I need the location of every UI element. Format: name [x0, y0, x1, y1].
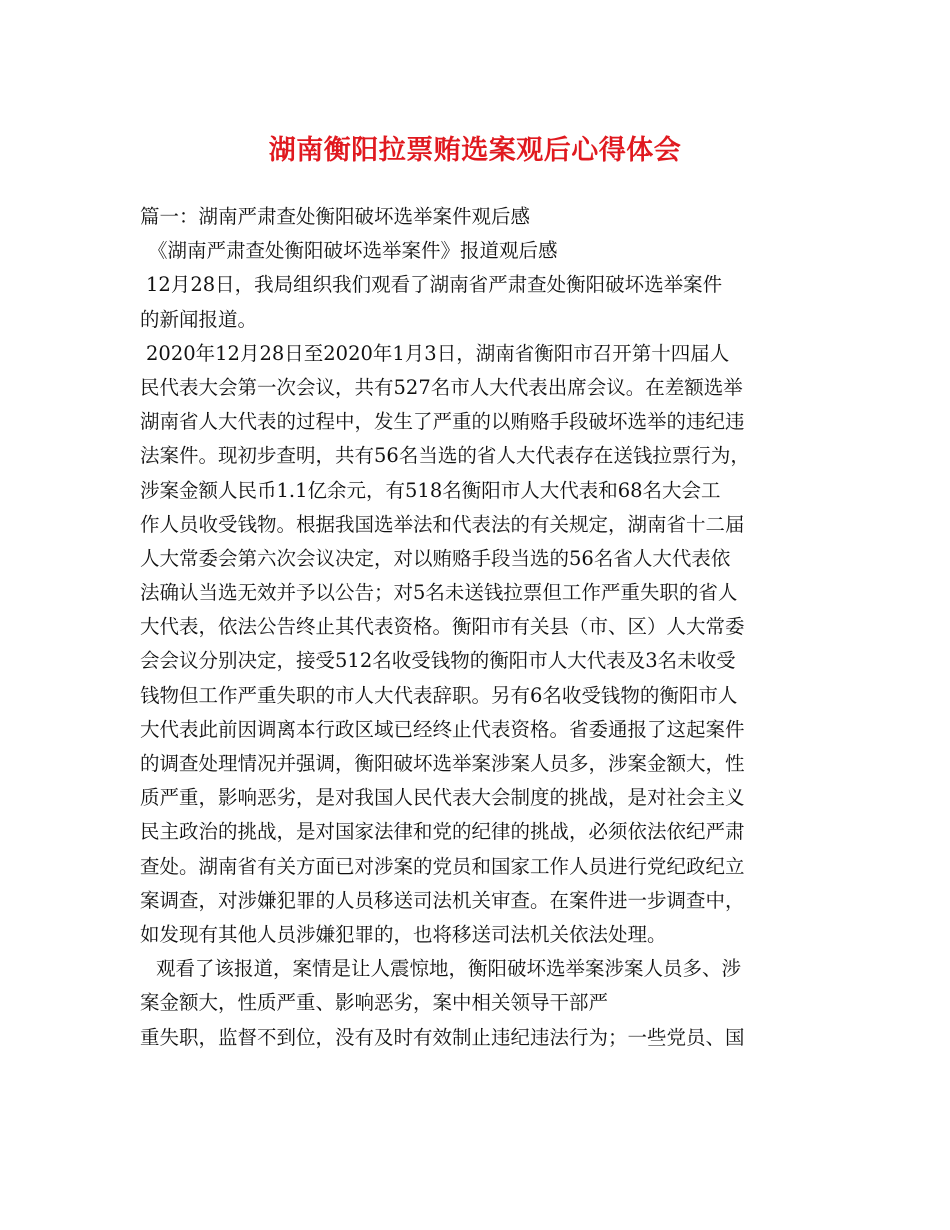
paragraph-line: 重失职，监督不到位，没有及时有效制止违纪违法行为；一些党员、国 — [140, 1025, 745, 1049]
paragraph-line: 会会议分别决定，接受512名收受钱物的衡阳市人大代表及3名未收受 — [140, 649, 736, 673]
paragraph-line: 湖南省人大代表的过程中，发生了严重的以贿赂手段破坏选举的违纪违 — [140, 410, 745, 434]
paragraph-line: 法确认当选无效并予以公告；对5名未送钱拉票但工作严重失职的省人 — [140, 581, 738, 605]
paragraph-line: 的调查处理情况并强调，衡阳破坏选举案涉案人员多，涉案金额大，性 — [140, 752, 745, 775]
paragraph-line: 查处。湖南省有关方面已对涉案的党员和国家工作人员进行党纪政纪立 — [140, 854, 745, 878]
paragraph-line: 如发现有其他人员涉嫌犯罪的，也将移送司法机关依法处理。 — [140, 922, 667, 946]
paragraph-line: 作人员收受钱物。根据我国选举法和代表法的有关规定，湖南省十二届 — [140, 512, 745, 536]
paragraph-line: 民主政治的挑战，是对国家法律和党的纪律的挑战，必须依法依纪严肃 — [140, 820, 745, 844]
paragraph-line: 法案件。现初步查明，共有56名当选的省人大代表存在送钱拉票行为， — [140, 444, 750, 468]
section-heading: 篇一：湖南严肃查处衡阳破坏选举案件观后感 — [140, 205, 531, 228]
paragraph-line: 案调查，对涉嫌犯罪的人员移送司法机关审查。在案件进一步调查中， — [140, 888, 745, 912]
paragraph-line: 大代表此前因调离本行政区域已经终止代表资格。省委通报了这起案件 — [140, 717, 745, 741]
paragraph-line: 涉案金额人民币1.1亿余元，有518名衡阳市人大代表和68名大会工 — [140, 478, 721, 502]
report-title-line: 《湖南严肃查处衡阳破坏选举案件》报道观后感 — [148, 239, 558, 263]
document-body — [140, 200, 830, 1055]
paragraph-line: 12月28日，我局组织我们观看了湖南省严肃查处衡阳破坏选举案件 — [146, 273, 723, 297]
paragraph-line: 的新闻报道。 — [140, 307, 258, 331]
paragraph-line: 钱物但工作严重失职的市人大代表辞职。另有6名收受钱物的衡阳市人 — [140, 683, 738, 707]
paragraph-line: 人大常委会第六次会议决定，对以贿赂手段当选的56名省人大代表依 — [140, 546, 731, 570]
paragraph-line: 案金额大，性质严重、影响恶劣，案中相关领导干部严 — [140, 991, 609, 1015]
paragraph-line: 大代表，依法公告终止其代表资格。衡阳市有关县（市、区）人大常委 — [140, 615, 745, 639]
paragraph-line: 质严重，影响恶劣，是对我国人民代表大会制度的挑战，是对社会主义 — [140, 786, 745, 810]
document-title: 湖南衡阳拉票贿选案观后心得体会 — [268, 135, 682, 166]
paragraph-line: 观看了该报道，案情是让人震惊地，衡阳破坏选举案涉案人员多、涉 — [156, 957, 742, 981]
paragraph-line: 2020年12月28日至2020年1月3日，湖南省衡阳市召开第十四届人 — [146, 341, 730, 365]
paragraph-line: 民代表大会第一次会议，共有527名市人大代表出席会议。在差额选举 — [140, 375, 743, 399]
